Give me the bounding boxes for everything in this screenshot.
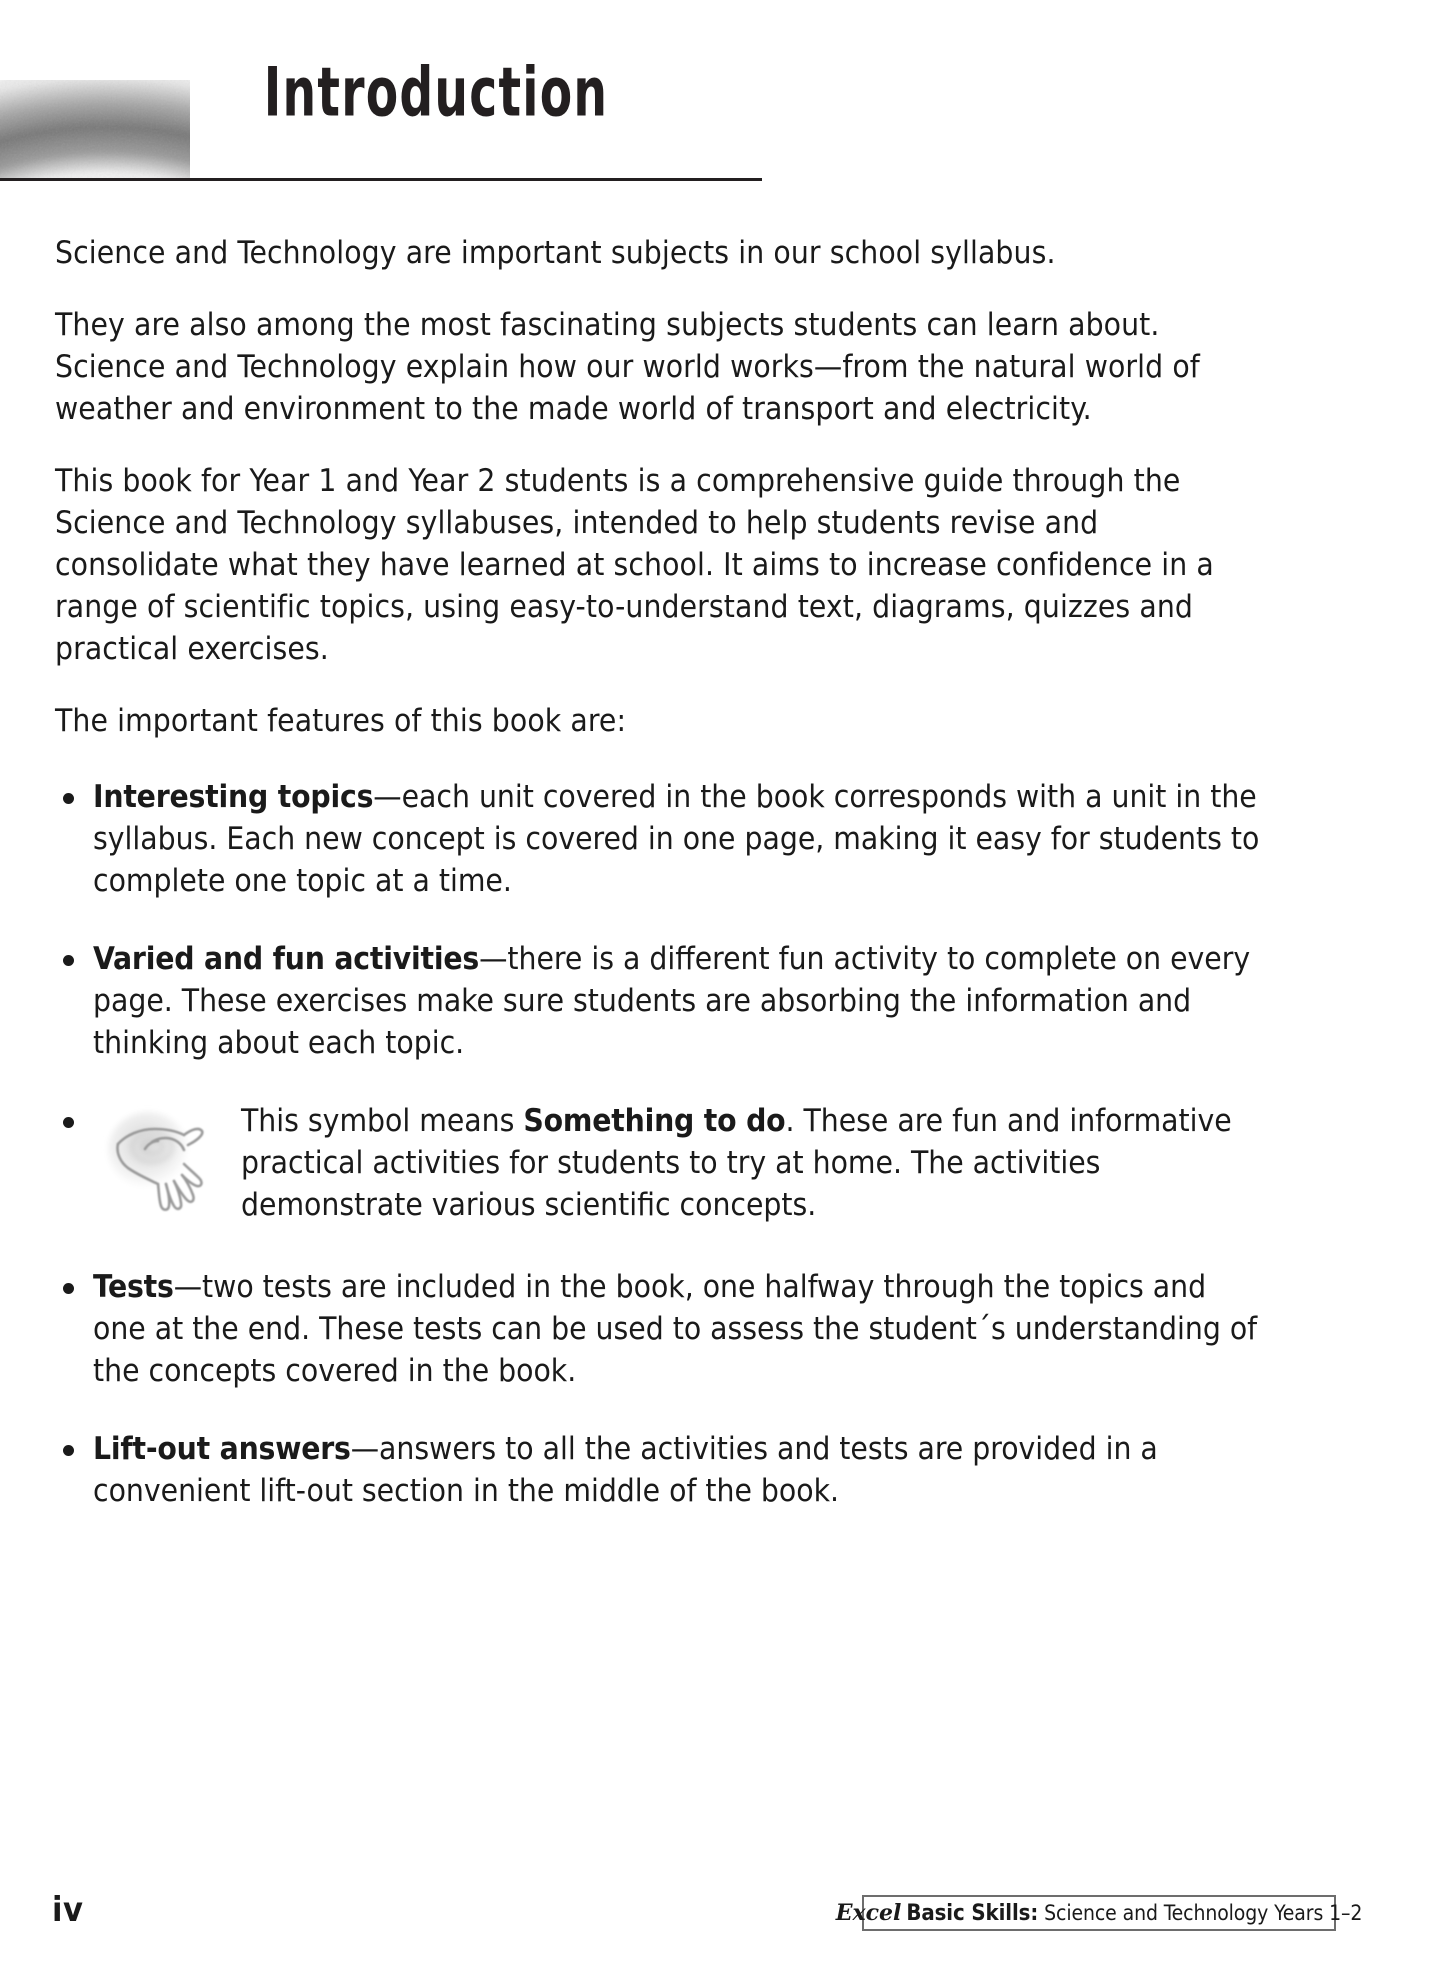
feature-lead: Interesting topics bbox=[93, 779, 374, 815]
feature-symbol-text bbox=[241, 1100, 1263, 1226]
list-item bbox=[55, 1266, 1263, 1392]
feature-lead: Varied and fun activities bbox=[93, 941, 480, 977]
feature-lead: Tests bbox=[93, 1269, 174, 1305]
list-item bbox=[55, 1100, 1263, 1230]
bullet-dot-icon bbox=[63, 1117, 74, 1128]
bullet-dot-icon bbox=[63, 793, 74, 804]
list-item bbox=[55, 776, 1263, 902]
imprint-box bbox=[835, 1895, 1363, 1931]
page-title: Introduction bbox=[263, 53, 609, 133]
imprint-excel: Excel bbox=[835, 1900, 902, 1926]
bullet-dot-icon bbox=[63, 1283, 74, 1294]
feature-lead: Lift-out answers bbox=[93, 1431, 351, 1467]
imprint-title: Science and Technology Years 1–2 bbox=[1044, 1901, 1363, 1925]
bullet-dot-icon bbox=[63, 955, 74, 966]
list-item bbox=[55, 1428, 1263, 1512]
intro-paragraph-1: Science and Technology are important subjects in our school syllabus. bbox=[55, 235, 1056, 271]
feature-text: —answers to all the activities and tests are provided in a convenient lift-out section in the middle of the book. bbox=[93, 1431, 1158, 1509]
imprint-brand: Basic Skills: bbox=[906, 1900, 1039, 1926]
feature-text: —two tests are included in the book, one halfway through the topics and one at the end. These tests can be used to assess the student´s understanding of the concepts covered in the book. bbox=[93, 1269, 1258, 1389]
feature-text-pre: This symbol means bbox=[241, 1103, 524, 1139]
list-item bbox=[55, 938, 1263, 1064]
features-lead-in: The important features of this book are: bbox=[55, 703, 627, 739]
feature-lead: Something to do bbox=[523, 1103, 786, 1139]
features-list bbox=[55, 776, 1355, 1512]
page-content bbox=[55, 232, 1355, 1548]
intro-paragraph-3: This book for Year 1 and Year 2 students is a comprehensive guide through the Science and Technology syllabuses, intended to help students revise and consolidate what they have learned at school. It aims to increase confidence in a range of scientific topics, using easy-to-understand text, diagrams, quizzes and practical exercises. bbox=[55, 463, 1214, 667]
bullet-dot-icon bbox=[63, 1445, 74, 1456]
header-divider bbox=[0, 178, 762, 181]
page-header bbox=[0, 55, 1445, 185]
intro-paragraph-2: They are also among the most fascinating subjects students can learn about. Science and Technology explain how our world works—from the natural world of weather and environment to the made world of transport and electricity. bbox=[55, 307, 1200, 427]
feature-text: —there is a different fun activity to complete on every page. These exercises make sure students are absorbing the information and thinking about each topic. bbox=[93, 941, 1251, 1061]
page-footer bbox=[0, 1880, 1445, 1950]
feature-text: —each unit covered in the book corresponds with a unit in the syllabus. Each new concept is covered in one page, making it easy for students to complete one topic at a time. bbox=[93, 779, 1260, 899]
page-number: iv bbox=[52, 1890, 84, 1930]
feature-text: . These are fun and informative practical activities for students to try at home. The activities demonstrate various scientific concepts. bbox=[241, 1103, 1232, 1223]
hand-symbol-icon bbox=[100, 1102, 210, 1217]
